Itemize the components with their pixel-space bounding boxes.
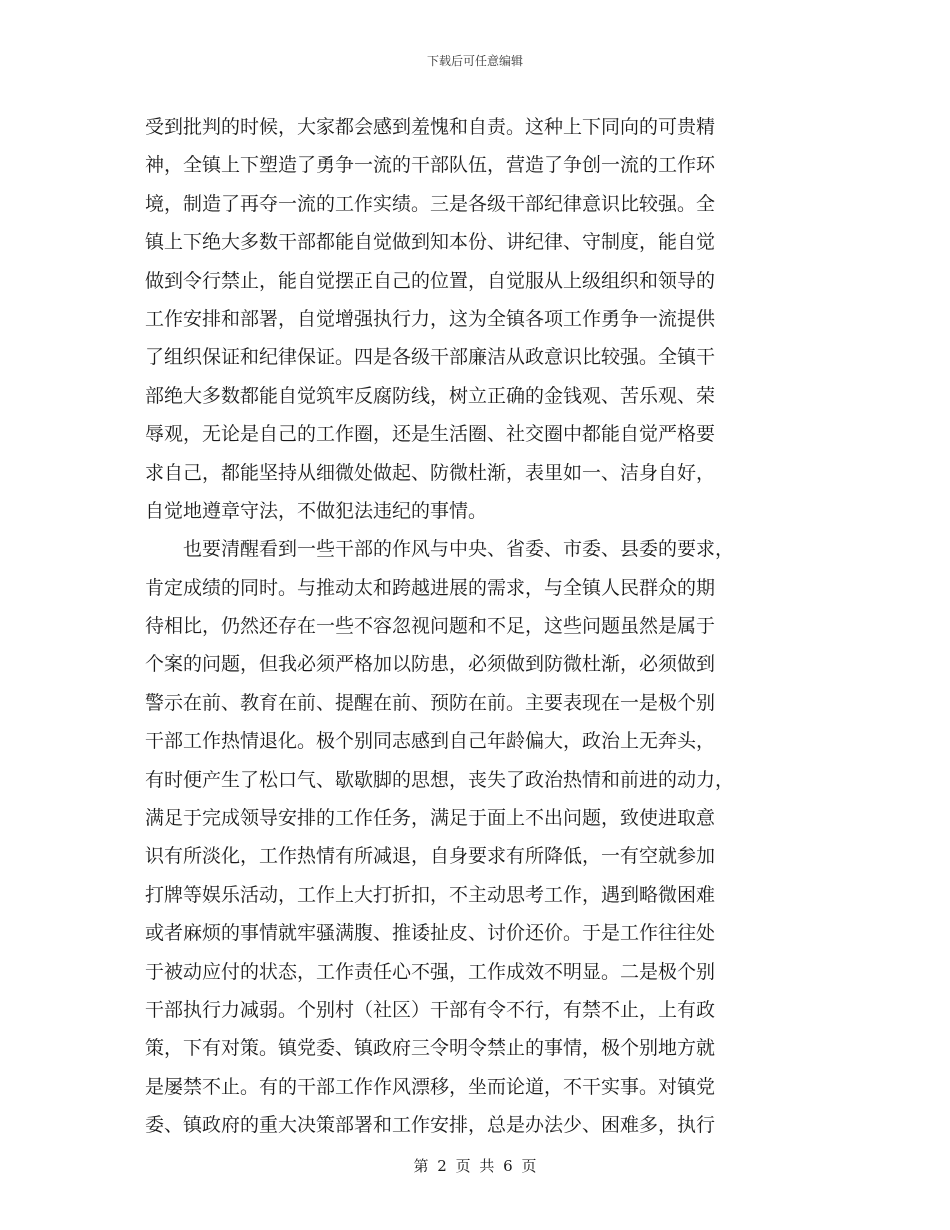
- page-header: 下载后可任意编辑: [426, 54, 523, 68]
- text-line: 辱观，无论是自己的工作圈，还是生活圈、社交圈中都能自觉严格要: [145, 423, 716, 446]
- text-line: 于被动应付的状态，工作责任心不强，工作成效不明显。二是极个别: [145, 960, 716, 983]
- text-line: 打牌等娱乐活动，工作上大打折扣，不主动思考工作，遇到略微困难: [145, 883, 716, 906]
- text-line: 策，下有对策。镇党委、镇政府三令明令禁止的事情，极个别地方就: [145, 1037, 716, 1060]
- page-number-footer: 第 2 页 共 6 页: [413, 1157, 537, 1175]
- text-line: 满足于完成领导安排的工作任务，满足于面上不出问题，致使进取意: [145, 807, 716, 830]
- text-line: 警示在前、教育在前、提醒在前、预防在前。主要表现在一是极个别: [145, 691, 716, 714]
- text-line: 个案的问题，但我必须严格加以防患，必须做到防微杜渐，必须做到: [145, 653, 716, 676]
- paragraph-start-line: 也要清醒看到一些干部的作风与中央、省委、市委、县委的要求，: [183, 538, 735, 561]
- text-line: 有时便产生了松口气、歇歇脚的思想，丧失了政治热情和前进的动力，: [145, 768, 735, 791]
- text-line: 了组织保证和纪律保证。四是各级干部廉洁从政意识比较强。全镇干: [145, 346, 716, 369]
- text-line: 干部工作热情退化。极个别同志感到自己年龄偏大，政治上无奔头，: [145, 730, 716, 753]
- text-line: 待相比，仍然还存在一些不容忽视问题和不足，这些问题虽然是属于: [145, 615, 716, 638]
- text-line: 部绝大多数都能自觉筑牢反腐防线，树立正确的金钱观、苦乐观、荣: [145, 384, 716, 407]
- text-line: 干部执行力减弱。个别村（社区）干部有令不行，有禁不止，上有政: [145, 998, 716, 1021]
- text-line: 识有所淡化，工作热情有所减退，自身要求有所降低，一有空就参加: [145, 845, 716, 868]
- text-line: 委、镇政府的重大决策部署和工作安排，总是办法少、困难多，执行: [145, 1114, 716, 1137]
- text-line: 工作安排和部署，自觉增强执行力，这为全镇各项工作勇争一流提供: [145, 307, 716, 330]
- text-line: 境，制造了再夺一流的工作实绩。三是各级干部纪律意识比较强。全: [145, 192, 716, 215]
- document-body: [145, 108, 815, 1145]
- text-line: 或者麻烦的事情就牢骚满腹、推诿扯皮、讨价还价。于是工作往往处: [145, 922, 716, 945]
- text-line: 神，全镇上下塑造了勇争一流的干部队伍，营造了争创一流的工作环: [145, 154, 716, 177]
- text-line: 做到令行禁止，能自觉摆正自己的位置，自觉服从上级组织和领导的: [145, 269, 716, 292]
- text-line: 受到批判的时候，大家都会感到羞愧和自责。这种上下同向的可贵精: [145, 116, 716, 138]
- text-line: 自觉地遵章守法，不做犯法违纪的事情。: [145, 499, 488, 522]
- text-line: 是屡禁不止。有的干部工作作风漂移，坐而论道，不干实事。对镇党: [145, 1075, 716, 1098]
- text-line: 肯定成绩的同时。与推动太和跨越进展的需求，与全镇人民群众的期: [145, 576, 716, 599]
- text-line: 求自己，都能坚持从细微处做起、防微杜渐，表里如一、洁身自好，: [145, 461, 716, 484]
- text-line: 镇上下绝大多数干部都能自觉做到知本份、讲纪律、守制度，能自觉: [145, 231, 716, 254]
